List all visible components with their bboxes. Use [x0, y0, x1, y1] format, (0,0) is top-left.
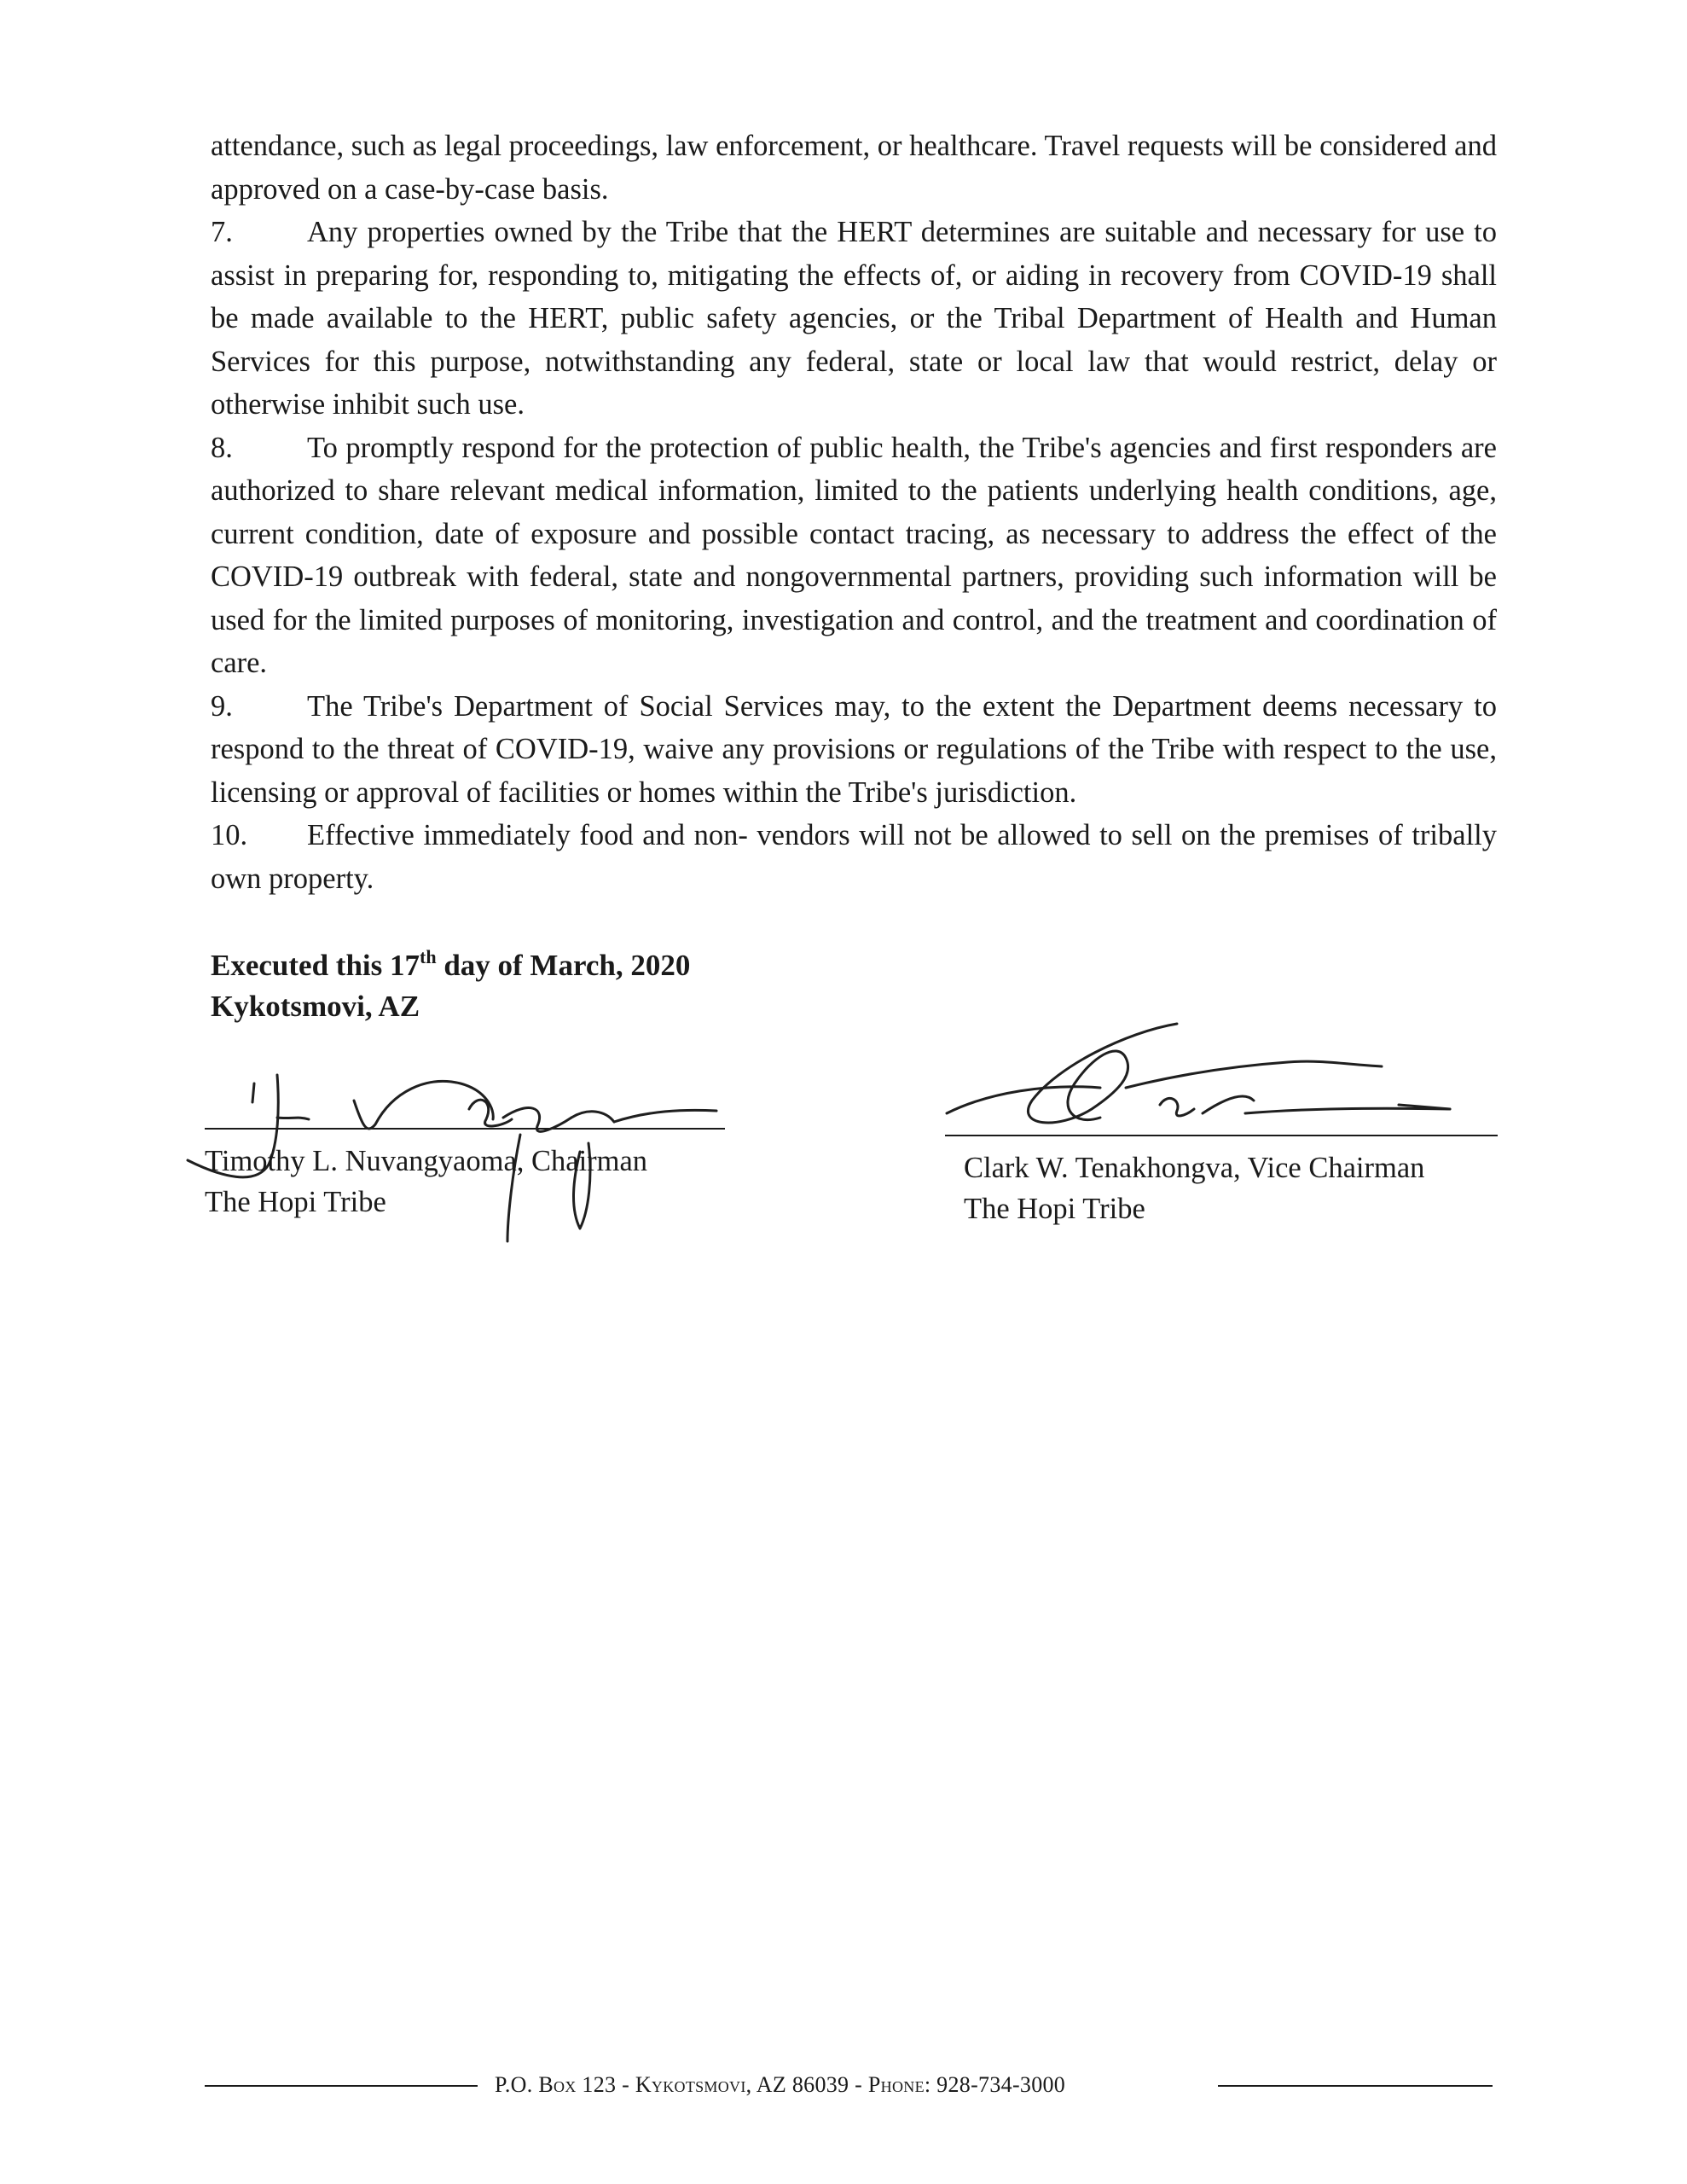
execution-statement	[211, 945, 690, 1027]
paragraph-number: 8.	[211, 431, 233, 464]
execution-date-superscript: th	[420, 946, 437, 967]
paragraph-text: Effective immediately food and non- vendors will not be allowed to sell on the premises of tribally own property.	[211, 819, 1497, 895]
footer-rule-right	[1218, 2085, 1493, 2087]
execution-date-prefix: Executed this 17	[211, 949, 420, 982]
signature-vice-chairman	[921, 1007, 1501, 1160]
paragraph-continuation	[211, 125, 1497, 211]
signatory-name-title: Timothy L. Nuvangyaoma, Chairman	[205, 1145, 648, 1177]
paragraph-number: 9.	[211, 689, 233, 723]
paragraph-number: 10.	[211, 819, 248, 851]
document-body	[211, 125, 1497, 900]
paragraph-7	[211, 211, 1497, 427]
paragraph-10	[211, 814, 1497, 900]
paragraph-8	[211, 427, 1497, 685]
signatory-organization: The Hopi Tribe	[964, 1193, 1145, 1225]
signatory-chairman	[205, 1141, 647, 1223]
execution-date	[211, 945, 690, 986]
paragraph-text: To promptly respond for the protection of public health, the Tribe's agencies and first responders are authorized to share relevant medical information, limited to the patients underlying health conditions, age, current condition, date of exposure and possible contact tracing, as necessary to address the effect of the COVID-19 outbreak with federal, state and nongovernmental partners, providing such information will be used for the limited purposes of monitoring, investigation and control, and the treatment and coordination of care.	[211, 431, 1497, 679]
paragraph-9	[211, 685, 1497, 815]
signatory-vice-chairman	[964, 1147, 1424, 1229]
paragraph-text: The Tribe's Department of Social Services may, to the extent the Department deems necessary to respond to the threat of COVID-19, waive any provisions or regulations of the Tribe with respect to the use, licensing or approval of facilities or homes within the Tribe's jurisdiction.	[211, 689, 1497, 809]
footer-rule-left	[205, 2085, 478, 2087]
signatory-name-title: Clark W. Tenakhongva, Vice Chairman	[964, 1152, 1425, 1184]
execution-location: Kykotsmovi, AZ	[211, 990, 420, 1023]
page-footer	[0, 2068, 1687, 2102]
paragraph-number: 7.	[211, 216, 233, 248]
paragraph-text: Any properties owned by the Tribe that the HERT determines are suitable and necessary for use to assist in preparing for, responding to, mitigating the effects of, or aiding in recovery from COVID-19 shall be made available to the HERT, public safety agencies, or the Tribal Department of Health and Human Services for this purpose, notwithstanding any federal, state or local law that would restrict, delay or otherwise inhibit such use.	[211, 216, 1497, 421]
paragraph-text: attendance, such as legal proceedings, law enforcement, or healthcare. Travel requests will be considered and approved on a case-by-case basis.	[211, 130, 1497, 206]
signatory-organization: The Hopi Tribe	[205, 1186, 386, 1218]
execution-date-suffix: day of March, 2020	[436, 949, 691, 982]
footer-address: P.O. Box 123 - Kykotsmovi, AZ 86039 - Phone: 928-734-3000	[495, 2072, 1066, 2097]
